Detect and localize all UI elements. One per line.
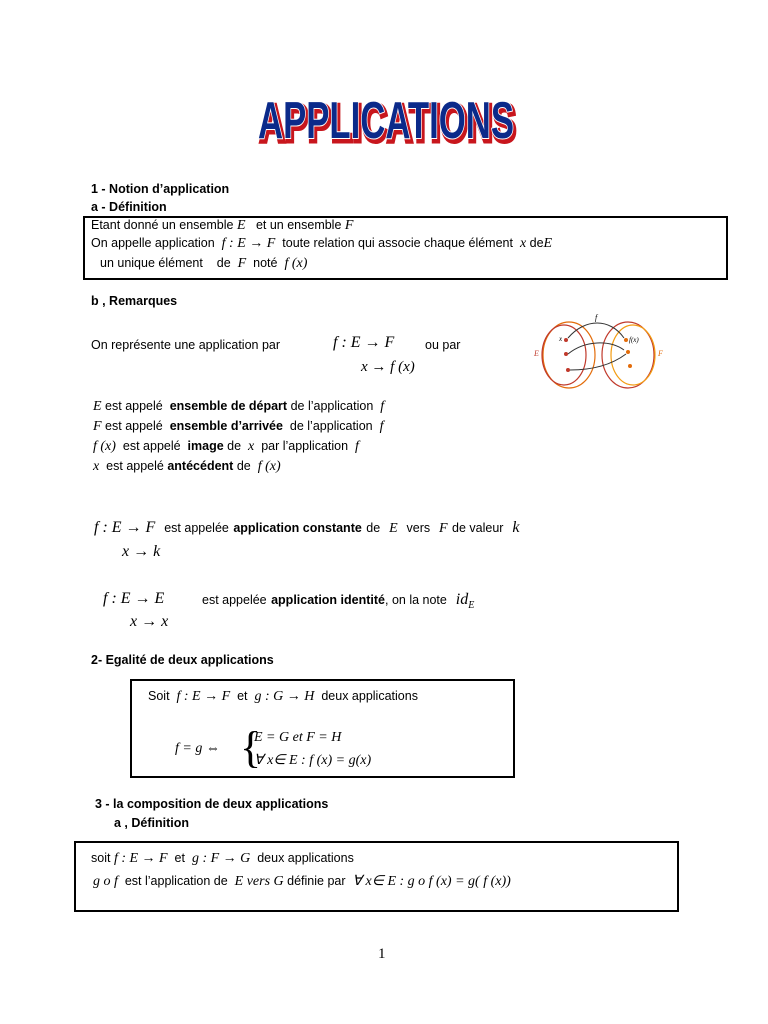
representation-or: ou par [425, 338, 461, 352]
section-1-heading: 1 - Notion d’application [91, 182, 230, 196]
title-text: APPLICATIONS [258, 92, 514, 148]
page-number: 1 [378, 946, 386, 962]
definition-line-2: On appelle application f : E → F toute relation qui associe chaque élément x deE [91, 236, 553, 251]
representation-text: On représente une application par [91, 338, 281, 352]
svg-text:F: F [658, 349, 663, 358]
sets-diagram [530, 310, 670, 390]
remark-line-4: x est appelé antécédent de f (x) [93, 459, 281, 474]
equality-condition-1: E = G et F = H [254, 730, 342, 745]
section-1-subheading: a - Définition [91, 200, 167, 214]
constant-application-mapping: x → k [122, 543, 161, 560]
section-2-heading: 2- Egalité de deux applications [91, 653, 274, 667]
title-shadow: APPLICATIONS [260, 95, 516, 148]
representation-mapping: x → f (x) [361, 359, 415, 375]
page-title [253, 88, 519, 148]
definition-line-3: un unique élément de F noté f (x) [100, 256, 308, 271]
svg-text:f: f [595, 313, 598, 322]
equality-line-1: Soit f : E → F et g : G → H deux applications [148, 689, 418, 704]
svg-text:x: x [559, 335, 563, 343]
identity-application-mapping: x → x [130, 613, 169, 630]
composition-line-2: g o f est l’application de E vers G définie par ∀ x∈ E : g o f (x) = g( f (x)) [93, 874, 511, 889]
remark-line-3: f (x) est appelé image de x par l’application f [93, 439, 359, 454]
section-3-heading: 3 - la composition de deux applications [95, 797, 329, 811]
definition-line-1: Etant donné un ensemble E et un ensemble F [91, 218, 354, 233]
equality-condition-2: ∀ x∈ E : f (x) = g(x) [254, 753, 372, 768]
identity-application-text: est appelée application identité, on la note $id_E$ [202, 591, 475, 612]
representation-formula: f : E → F [333, 334, 395, 351]
section-3-subheading: a , Définition [114, 816, 189, 830]
identity-application-formula: f : E → E [103, 590, 165, 607]
remark-line-1: E est appelé ensemble de départ de l’application f [93, 399, 385, 414]
svg-text:f(x): f(x) [629, 336, 639, 344]
composition-line-1: soit f : E → F et g : F → G deux applications [91, 851, 354, 866]
equality-equivalence: f = g ⇔ [175, 741, 220, 756]
brace-icon: { [240, 723, 262, 772]
remarks-heading: b , Remarques [91, 294, 178, 308]
remark-line-2: F est appelé ensemble d’arrivée de l’application f [93, 419, 384, 434]
svg-text:E: E [534, 349, 539, 358]
constant-application-line: f : E → F est appelée application constante de E vers F de valeur k [94, 519, 520, 536]
